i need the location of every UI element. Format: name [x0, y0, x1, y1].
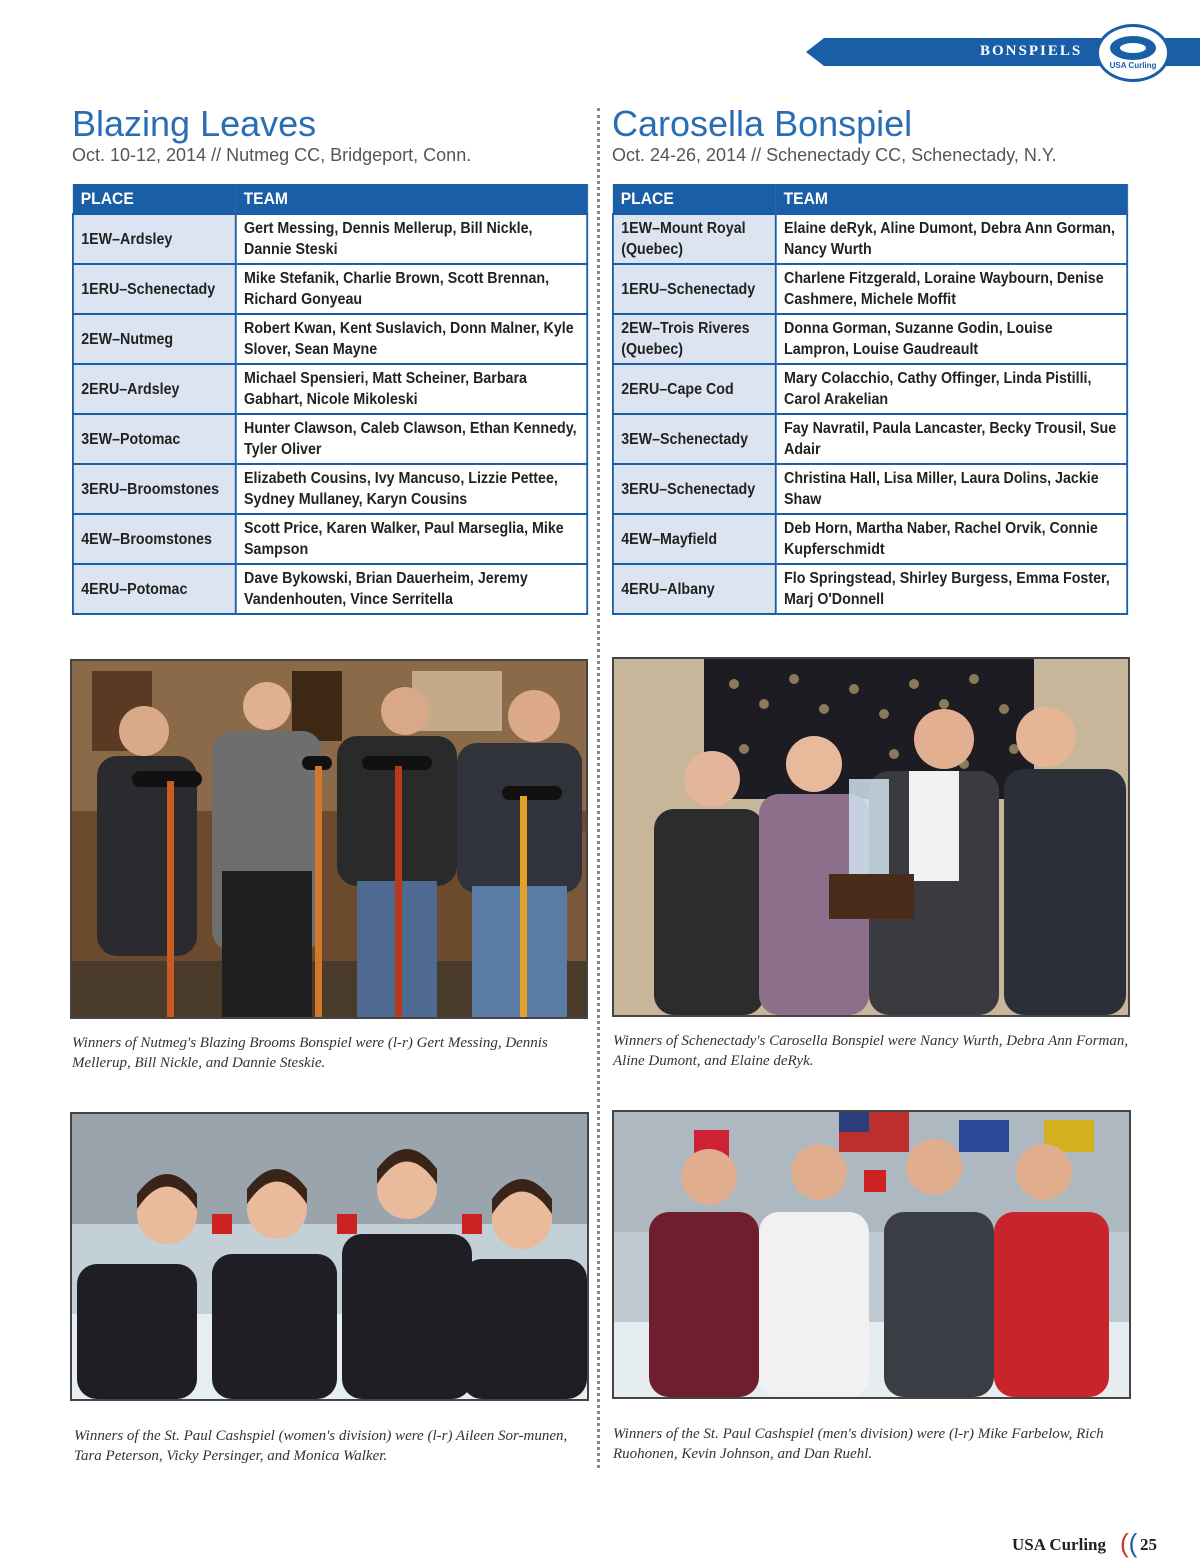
place-cell: 2EW–Nutmeg [73, 314, 236, 364]
photo-caption: Winners of Nutmeg's Blazing Brooms Bonspiel were (l-r) Gert Messing, Dennis Mellerup, Bill Nickle, and Dannie Steskie. [72, 1035, 548, 1071]
photo-caption: Winners of the St. Paul Cashspiel (women's division) were (l-r) Aileen Sor-munen, Tara Peterson, Vicky Persinger, and Monica Walker. [74, 1428, 568, 1464]
result-row [613, 214, 1127, 264]
team-cell: Michael Spensieri, Matt Scheiner, Barbara Gabhart, Nicole Mikoleski [236, 364, 587, 414]
team-cell: Fay Navratil, Paula Lancaster, Becky Trousil, Sue Adair [776, 414, 1127, 464]
place-header: PLACE [613, 185, 776, 215]
place-cell: 4EW–Mayfield [613, 514, 776, 564]
team-cell: Elizabeth Cousins, Ivy Mancuso, Lizzie Pettee, Sydney Mullaney, Karyn Cousins [236, 464, 587, 514]
place-cell: 3ERU–Schenectady [613, 464, 776, 514]
event-title: Carosella Bonspiel [612, 103, 913, 144]
team-cell: Flo Springstead, Shirley Burgess, Emma Foster, Marj O'Donnell [776, 564, 1127, 614]
result-row [73, 414, 587, 464]
event-title: Blazing Leaves [72, 103, 317, 144]
curling-stone-icon [1110, 36, 1156, 60]
place-header: PLACE [73, 185, 236, 215]
usa-curling-logo [1096, 24, 1170, 82]
place-cell: 4ERU–Potomac [73, 564, 236, 614]
photo-nutmeg-winners [70, 659, 588, 1019]
result-row [73, 214, 587, 264]
team-cell: Deb Horn, Martha Naber, Rachel Orvik, Connie Kupferschmidt [776, 514, 1127, 564]
place-cell: 1EW–Mount Royal (Quebec) [613, 214, 776, 264]
place-cell: 2ERU–Cape Cod [613, 364, 776, 414]
logo-text: USA Curling [1109, 61, 1157, 70]
place-cell: 3EW–Potomac [73, 414, 236, 464]
place-cell: 2EW–Trois Riveres (Quebec) [613, 314, 776, 364]
team-cell: Mary Colacchio, Cathy Offinger, Linda Pistilli, Carol Arakelian [776, 364, 1127, 414]
footer-brand: USA Curling [1012, 1535, 1106, 1554]
photo-caption: Winners of the St. Paul Cashspiel (men's division) were (l-r) Mike Farbelow, Rich Ruohonen, Kevin Johnson, and Dan Ruehl. [613, 1426, 1104, 1462]
result-row [613, 364, 1127, 414]
photo-mens-cashspiel [612, 1110, 1131, 1399]
column-divider [597, 108, 600, 1468]
team-cell: Charlene Fitzgerald, Loraine Waybourn, Denise Cashmere, Michele Moffit [776, 264, 1127, 314]
place-cell: 1ERU–Schenectady [73, 264, 236, 314]
team-cell: Donna Gorman, Suzanne Godin, Louise Lampron, Louise Gaudreault [776, 314, 1127, 364]
results-body [73, 214, 587, 614]
results-body [613, 214, 1127, 614]
result-row [73, 464, 587, 514]
page-number: 25 [1140, 1535, 1157, 1554]
results-table [72, 184, 588, 615]
team-header: TEAM [776, 185, 1127, 215]
event-subtitle: Oct. 24-26, 2014 // Schenectady CC, Schenectady, N.Y. [612, 145, 1057, 165]
team-cell: Scott Price, Karen Walker, Paul Marseglia, Mike Sampson [236, 514, 587, 564]
curling-bracket-icon: (( [1120, 1528, 1138, 1558]
result-row [613, 264, 1127, 314]
results-table [612, 184, 1128, 615]
place-cell: 4ERU–Albany [613, 564, 776, 614]
left-column [72, 104, 590, 615]
result-row [613, 514, 1127, 564]
team-cell: Robert Kwan, Kent Suslavich, Donn Malner, Kyle Slover, Sean Mayne [236, 314, 587, 364]
place-cell: 3ERU–Broomstones [73, 464, 236, 514]
team-cell: Mike Stefanik, Charlie Brown, Scott Brennan, Richard Gonyeau [236, 264, 587, 314]
right-column [612, 104, 1130, 615]
team-cell: Christina Hall, Lisa Miller, Laura Dolins, Jackie Shaw [776, 464, 1127, 514]
photo-caption: Winners of Schenectady's Carosella Bonspiel were Nancy Wurth, Debra Ann Forman, Aline Dumont, and Elaine deRyk. [613, 1033, 1129, 1069]
team-cell: Gert Messing, Dennis Mellerup, Bill Nickle, Dannie Steski [236, 214, 587, 264]
result-row [73, 564, 587, 614]
event-subtitle: Oct. 10-12, 2014 // Nutmeg CC, Bridgeport, Conn. [72, 145, 472, 165]
result-row [73, 364, 587, 414]
team-cell: Hunter Clawson, Caleb Clawson, Ethan Kennedy, Tyler Oliver [236, 414, 587, 464]
photo-womens-cashspiel [70, 1112, 589, 1401]
result-row [73, 514, 587, 564]
result-row [613, 414, 1127, 464]
team-header: TEAM [236, 185, 587, 215]
photo-carosella-winners [612, 657, 1130, 1017]
result-row [73, 314, 587, 364]
place-cell: 1EW–Ardsley [73, 214, 236, 264]
result-row [73, 264, 587, 314]
place-cell: 3EW–Schenectady [613, 414, 776, 464]
result-row [613, 464, 1127, 514]
place-cell: 2ERU–Ardsley [73, 364, 236, 414]
section-label: BONSPIELS [980, 43, 1083, 59]
team-cell: Elaine deRyk, Aline Dumont, Debra Ann Gorman, Nancy Wurth [776, 214, 1127, 264]
place-cell: 1ERU–Schenectady [613, 264, 776, 314]
team-cell: Dave Bykowski, Brian Dauerheim, Jeremy Vandenhouten, Vince Serritella [236, 564, 587, 614]
result-row [613, 314, 1127, 364]
result-row [613, 564, 1127, 614]
place-cell: 4EW–Broomstones [73, 514, 236, 564]
